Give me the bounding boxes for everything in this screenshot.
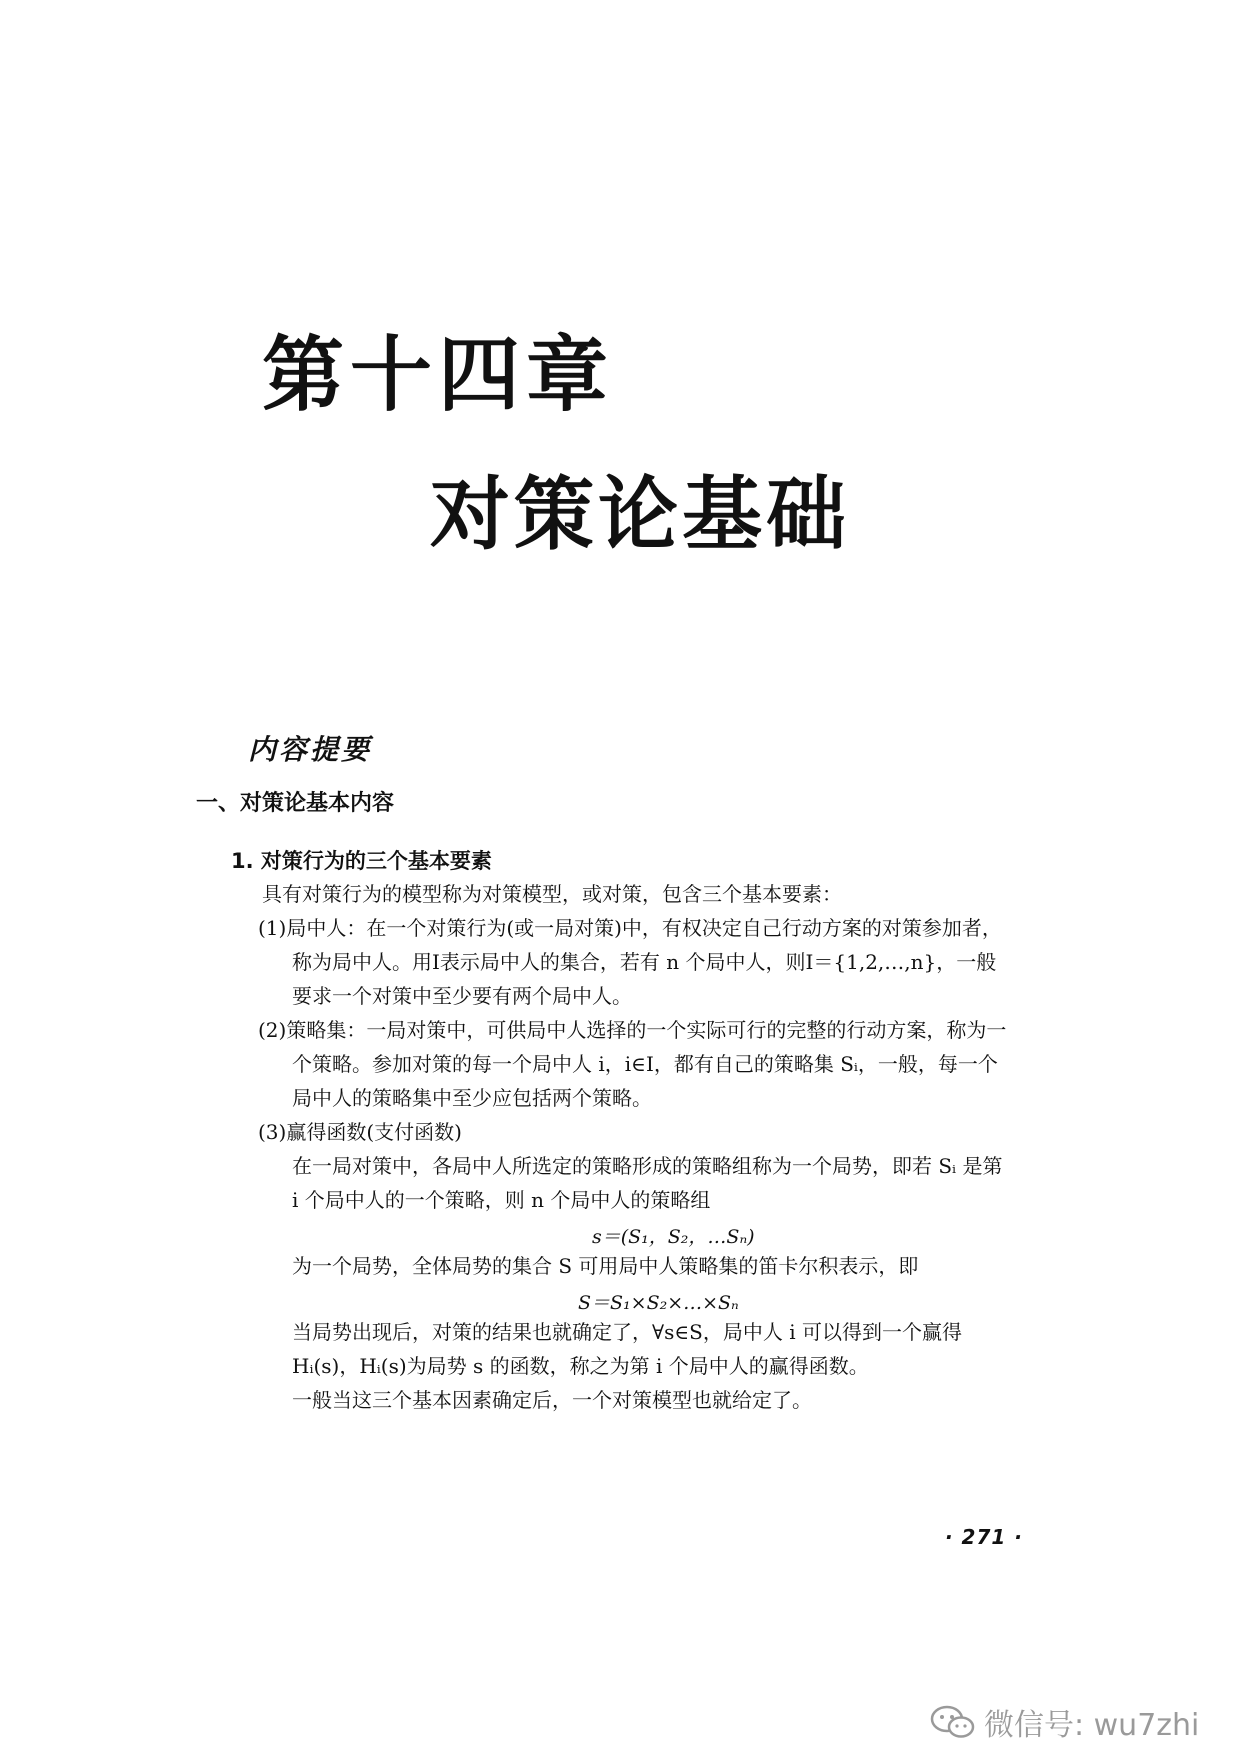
formula-situation: s＝(S₁，S₂，…Sₙ) [592, 1226, 755, 1248]
element-3-line-1: 在一局对策中，各局中人所选定的策略形成的策略组称为一个局势，即若 Sᵢ 是第 [292, 1154, 1003, 1178]
element-1-line-3: 要求一个对策中至少要有两个局中人。 [292, 984, 632, 1008]
element-1-line-2: 称为局中人。用Ⅰ表示局中人的集合，若有 n 个局中人，则Ⅰ＝{1,2,…,n}，一般 [292, 950, 997, 974]
element-3-line-5: Hᵢ(s)，Hᵢ(s)为局势 s 的函数，称之为第 i 个局中人的赢得函数。 [292, 1354, 869, 1378]
intro-line: 具有对策行为的模型称为对策模型，或对策，包含三个基本要素： [262, 882, 842, 906]
watermark-text: 微信号: wu7zhi [984, 1708, 1200, 1743]
element-2-line-1: (2)策略集：一局对策中，可供局中人选择的一个实际可行的完整的行动方案，称为一 [258, 1018, 1007, 1042]
element-3-line-6: 一般当这三个基本因素确定后，一个对策模型也就给定了。 [292, 1388, 812, 1412]
watermark [930, 1700, 1199, 1744]
element-3-line-3: 为一个局势，全体局势的集合 S 可用局中人策略集的笛卡尔积表示，即 [292, 1254, 919, 1278]
wechat-icon [930, 1705, 976, 1739]
subsection-heading: 1. 对策行为的三个基本要素 [231, 849, 492, 873]
element-1-line-1: (1)局中人：在一个对策行为(或一局对策)中，有权决定自己行动方案的对策参加者， [258, 916, 1002, 940]
chapter-title: 对策论基础 [430, 468, 850, 561]
section-heading: 一、对策论基本内容 [196, 791, 395, 816]
formula-cartesian-product: S＝S₁×S₂×…×Sₙ [578, 1292, 739, 1314]
element-2-line-3: 局中人的策略集中至少应包括两个策略。 [292, 1086, 652, 1110]
element-3-heading: (3)赢得函数(支付函数) [258, 1120, 462, 1144]
page-number: · 271 · [945, 1525, 1023, 1549]
element-3-line-2: i 个局中人的一个策略，则 n 个局中人的策略组 [292, 1188, 711, 1212]
element-3-line-4: 当局势出现后，对策的结果也就确定了，∀s∈S，局中人 i 可以得到一个赢得 [292, 1320, 962, 1344]
element-2-line-2: 个策略。参加对策的每一个局中人 i，i∈Ⅰ，都有自己的策略集 Sᵢ，一般，每一个 [292, 1052, 998, 1076]
chapter-number: 第十四章 [262, 328, 615, 423]
summary-heading: 内容提要 [248, 733, 373, 766]
